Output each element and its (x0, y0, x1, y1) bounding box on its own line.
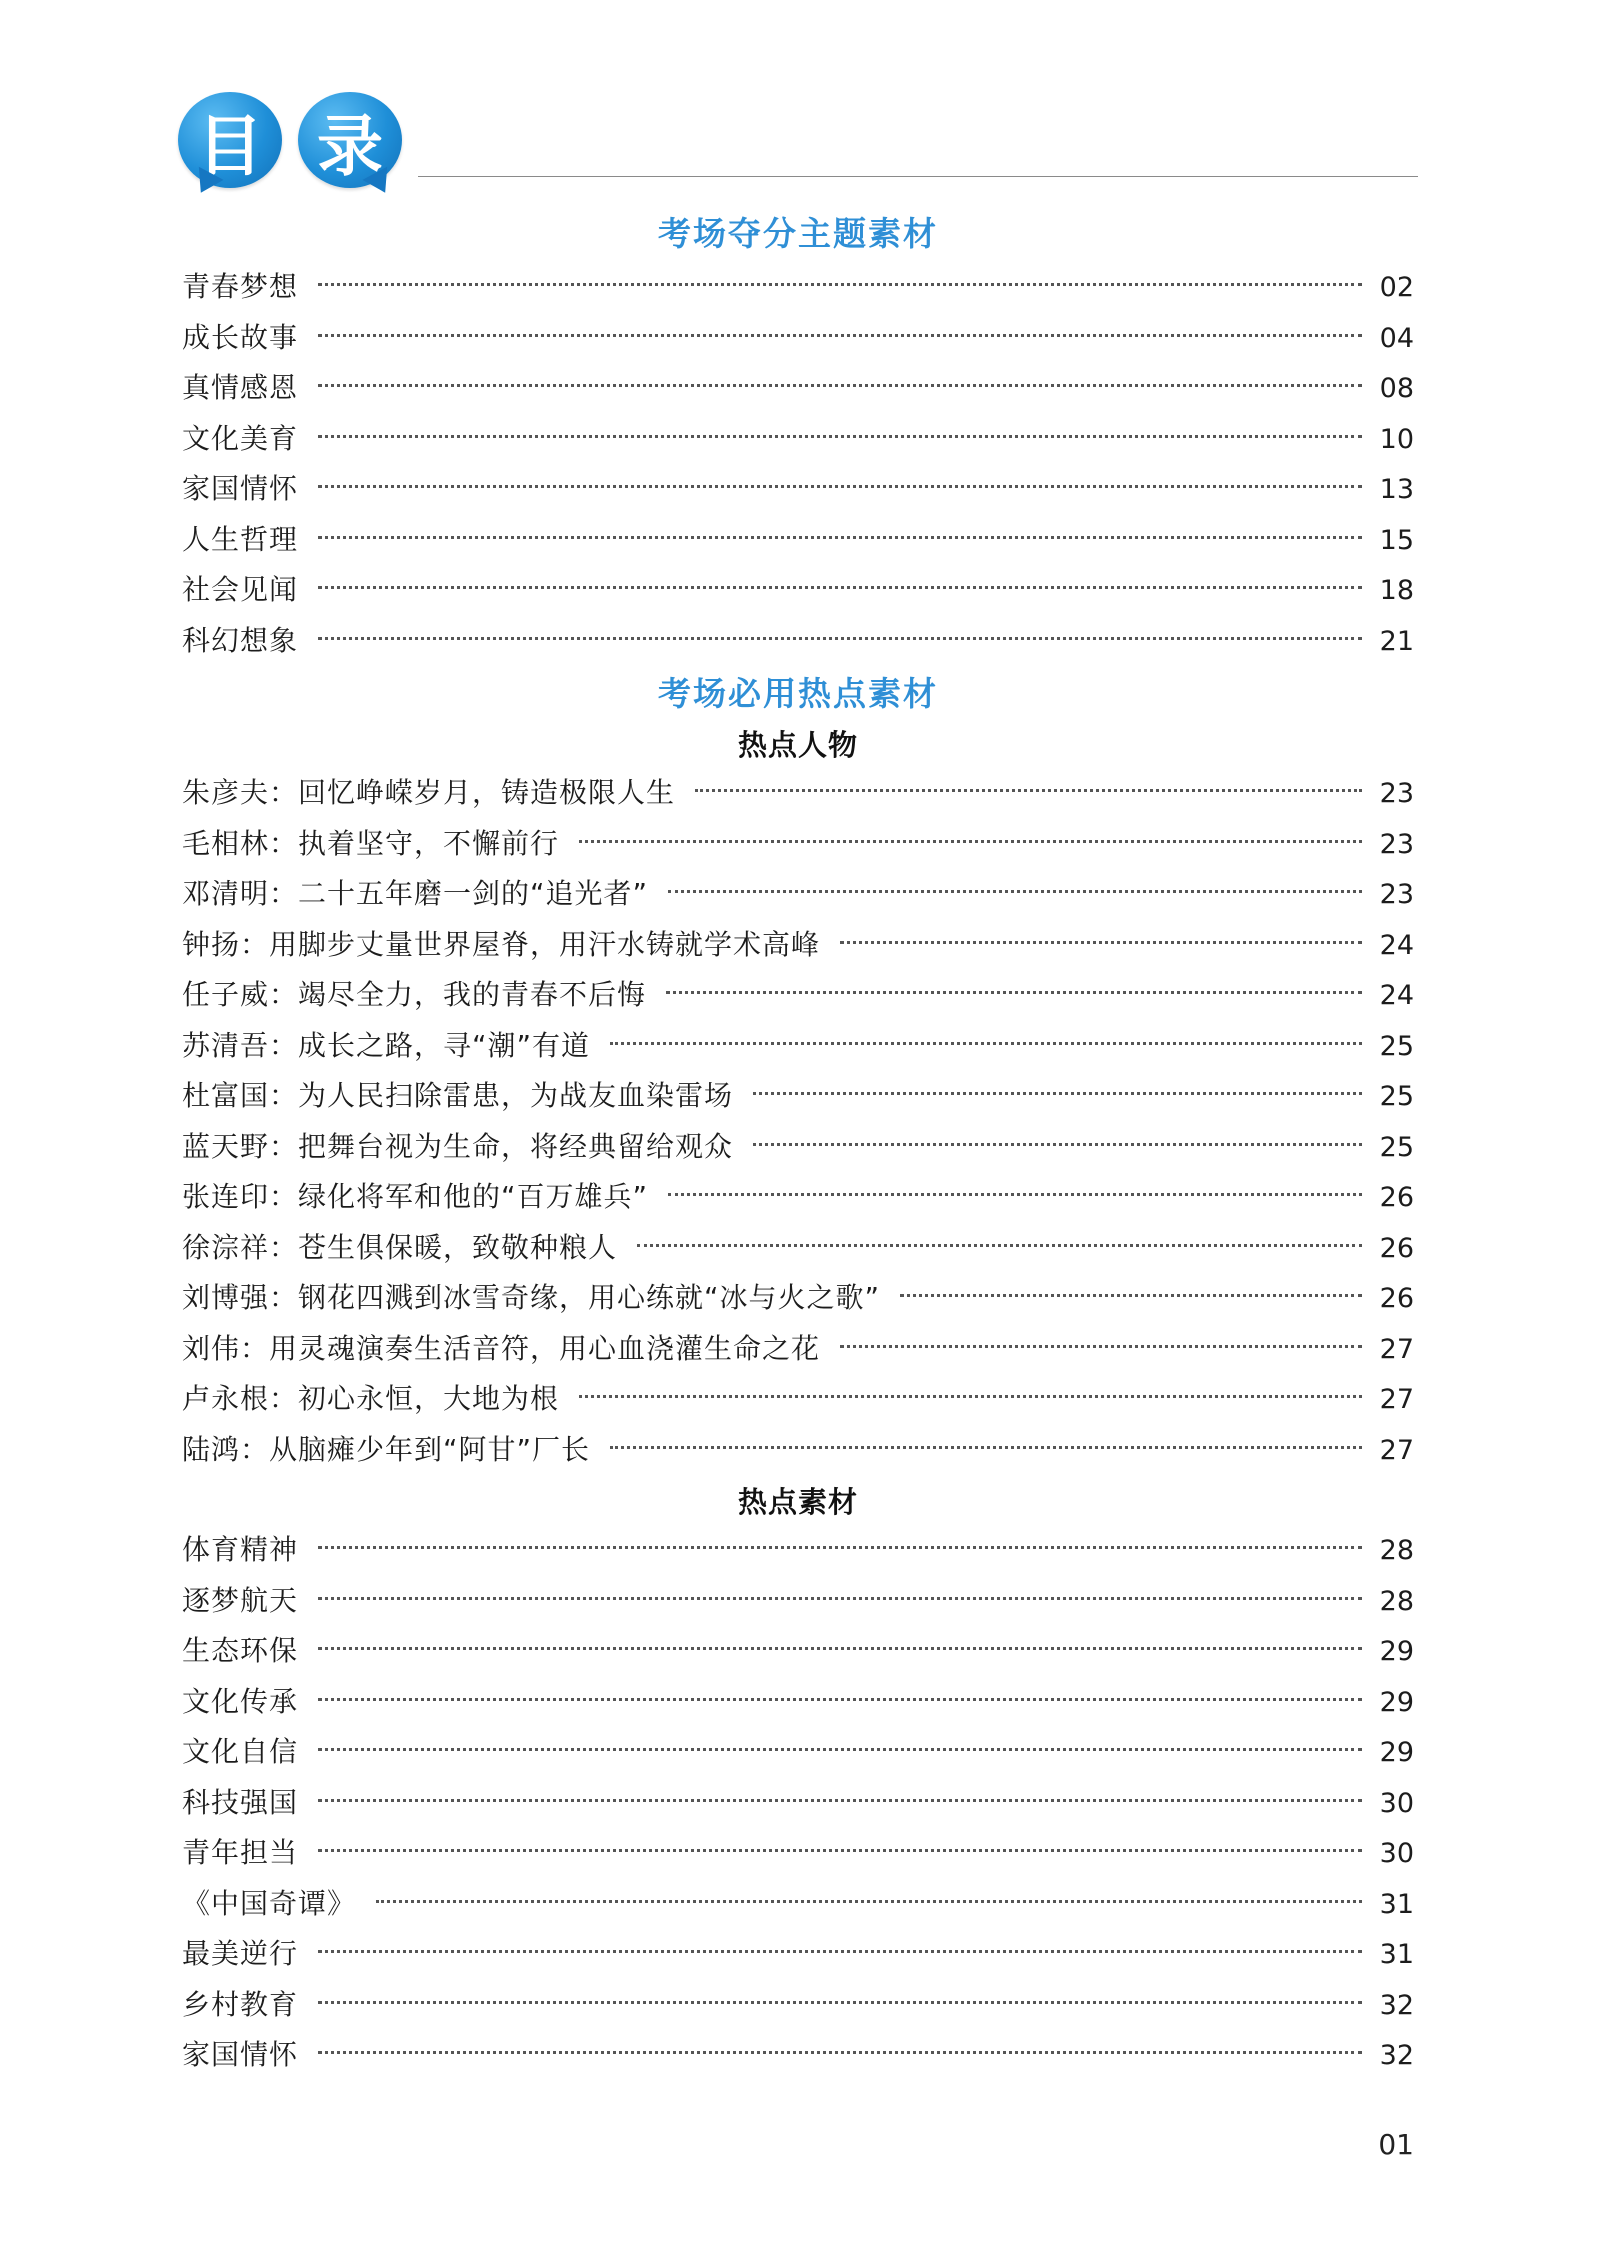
toc-entry-page: 29 (1379, 1686, 1414, 1718)
dot-leader (318, 586, 1362, 589)
toc-entry[interactable] (182, 363, 1414, 414)
toc-entry[interactable] (182, 970, 1414, 1021)
dot-leader (318, 1748, 1362, 1751)
dot-leader (318, 435, 1362, 438)
toc-header (178, 92, 1418, 192)
toc-entry-page: 24 (1379, 929, 1414, 961)
toc-entry-page: 25 (1379, 1030, 1414, 1062)
dot-leader (610, 1446, 1362, 1449)
toc-entry-page: 23 (1379, 778, 1414, 809)
toc-entry-page: 28 (1379, 1535, 1414, 1566)
dot-leader (318, 384, 1362, 387)
dot-leader (579, 840, 1362, 843)
toc-entry[interactable] (182, 1021, 1414, 1072)
table-of-contents (182, 206, 1414, 2085)
toc-entry[interactable] (182, 1879, 1414, 1930)
toc-entry-page: 13 (1379, 474, 1414, 505)
toc-entry-page: 23 (1379, 879, 1414, 910)
toc-entry[interactable] (182, 565, 1414, 616)
toc-entry[interactable] (182, 1425, 1414, 1476)
dot-leader (666, 991, 1362, 994)
toc-entry[interactable] (182, 1576, 1414, 1627)
toc-entry-label: 体育精神 (182, 1533, 299, 1566)
dot-leader (318, 536, 1362, 539)
toc-entry[interactable] (182, 1727, 1414, 1778)
dot-leader (668, 1193, 1362, 1196)
dot-leader (318, 334, 1362, 337)
dot-leader (579, 1395, 1362, 1398)
toc-entry[interactable] (182, 1071, 1414, 1122)
toc-entry-page: 27 (1379, 1434, 1414, 1466)
dot-leader (610, 1042, 1362, 1045)
toc-entry-page: 29 (1379, 1737, 1414, 1768)
dot-leader (318, 1698, 1362, 1701)
dot-leader (318, 2001, 1362, 2004)
toc-entry[interactable] (182, 515, 1414, 566)
toc-entry[interactable] (182, 768, 1414, 819)
toc-entry[interactable] (182, 2030, 1414, 2081)
toc-entry[interactable] (182, 464, 1414, 515)
toc-entry-page: 30 (1379, 1787, 1414, 1819)
toc-entry-label: 杜富国：为人民扫除雷患，为战友血染雷场 (182, 1079, 734, 1112)
dot-leader (840, 1345, 1362, 1348)
toc-entry[interactable] (182, 313, 1414, 364)
toc-entry-label: 苏清吾：成长之路，寻“潮”有道 (182, 1028, 591, 1062)
toc-entry-page: 28 (1379, 1585, 1414, 1617)
toc-entry-label: 任子威：竭尽全力，我的青春不后悔 (182, 978, 647, 1011)
toc-entry-label: 张连印：绿化将军和他的“百万雄兵” (182, 1180, 649, 1213)
toc-entry-label: 成长故事 (182, 320, 299, 354)
toc-entry-page: 15 (1379, 524, 1414, 556)
toc-entry[interactable] (182, 1374, 1414, 1425)
toc-entry-page: 31 (1379, 1939, 1414, 1970)
toc-entry-page: 26 (1379, 1283, 1414, 1314)
toc-entry[interactable] (182, 1677, 1414, 1728)
dot-leader (318, 1950, 1362, 1953)
toc-entry-label: 卢永根：初心永恒，大地为根 (182, 1382, 560, 1415)
toc-entry-label: 科幻想象 (182, 623, 299, 657)
toc-entry[interactable] (182, 1223, 1414, 1274)
toc-entry-label: 真情感恩 (182, 371, 299, 404)
toc-entry[interactable] (182, 1324, 1414, 1375)
subsection-title: 热点素材 (737, 1485, 858, 1519)
toc-entry-label: 青春梦想 (182, 270, 299, 303)
dot-leader (637, 1244, 1362, 1247)
toc-entry-page: 04 (1379, 322, 1414, 354)
toc-entry[interactable] (182, 1778, 1414, 1829)
toc-entry[interactable] (182, 616, 1414, 667)
page-number: 01 (1378, 2128, 1414, 2161)
section-title: 考场必用热点素材 (658, 674, 938, 713)
toc-entry-label: 生态环保 (182, 1634, 299, 1667)
dot-leader (318, 283, 1362, 286)
subsection-title: 热点人物 (737, 728, 858, 762)
dot-leader (318, 637, 1362, 640)
toc-entry-page: 32 (1379, 2040, 1414, 2071)
toc-title-bubble-1 (178, 92, 282, 188)
toc-entry-label: 乡村教育 (182, 1987, 299, 2021)
dot-leader (318, 485, 1362, 488)
dot-leader (753, 1092, 1362, 1095)
toc-title-bubble-2 (298, 92, 402, 188)
toc-entry-page: 25 (1379, 1081, 1414, 1112)
toc-entry-label: 朱彦夫：回忆峥嵘岁月，铸造极限人生 (182, 776, 676, 809)
toc-entry-page: 24 (1379, 980, 1414, 1011)
toc-entry[interactable] (182, 920, 1414, 971)
toc-entry-label: 刘伟：用灵魂演奏生活音符，用心血浇灌生命之花 (182, 1331, 821, 1365)
toc-entry-label: 文化传承 (182, 1684, 299, 1718)
toc-entry-label: 家国情怀 (182, 472, 299, 505)
toc-entry[interactable] (182, 1273, 1414, 1324)
dot-leader (900, 1294, 1362, 1297)
dot-leader (318, 1849, 1362, 1852)
dot-leader (318, 1597, 1362, 1600)
toc-entry-label: 徐淙祥：苍生俱保暖，致敬种粮人 (182, 1230, 618, 1264)
toc-entry[interactable] (182, 1122, 1414, 1173)
toc-entry-page: 18 (1379, 575, 1414, 606)
toc-entry-label: 蓝天野：把舞台视为生命，将经典留给观众 (182, 1129, 734, 1163)
dot-leader (840, 941, 1362, 944)
toc-entry-page: 31 (1379, 1888, 1414, 1920)
toc-entry[interactable] (182, 262, 1414, 313)
toc-entry-label: 刘博强：钢花四溅到冰雪奇缘，用心练就“冰与火之歌” (182, 1281, 881, 1314)
toc-entry-label: 社会见闻 (182, 573, 299, 606)
toc-entry[interactable] (182, 1172, 1414, 1223)
toc-entry-label: 文化自信 (182, 1735, 299, 1768)
toc-entry-page: 08 (1379, 373, 1414, 404)
toc-entry[interactable] (182, 1626, 1414, 1677)
toc-entry-label: 逐梦航天 (182, 1583, 299, 1617)
dot-leader (318, 2051, 1362, 2054)
toc-title-char-2: 录 (317, 107, 383, 185)
toc-entry-label: 家国情怀 (182, 2038, 299, 2071)
toc-entry[interactable] (182, 1828, 1414, 1879)
toc-entry-label: 人生哲理 (182, 522, 299, 556)
dot-leader (695, 789, 1362, 792)
toc-title-char-1: 目 (197, 107, 263, 185)
toc-entry[interactable] (182, 869, 1414, 920)
toc-entry-page: 29 (1379, 1636, 1414, 1667)
toc-entry-label: 青年担当 (182, 1836, 299, 1869)
toc-entry-label: 《中国奇谭》 (182, 1886, 357, 1920)
toc-entry-page: 32 (1379, 1989, 1414, 2021)
toc-entry-label: 文化美育 (182, 421, 299, 455)
toc-entry[interactable] (182, 1980, 1414, 2031)
toc-entry-page: 30 (1379, 1838, 1414, 1869)
toc-entry-label: 钟扬：用脚步丈量世界屋脊，用汗水铸就学术高峰 (182, 927, 821, 961)
toc-entry-label: 邓清明：二十五年磨一剑的“追光者” (182, 877, 649, 910)
dot-leader (318, 1647, 1362, 1650)
toc-entry-label: 最美逆行 (182, 1937, 299, 1970)
toc-entry-page: 02 (1379, 272, 1414, 303)
toc-entry-page: 26 (1379, 1182, 1414, 1213)
toc-entry-page: 27 (1379, 1384, 1414, 1415)
toc-entry-page: 26 (1379, 1232, 1414, 1264)
dot-leader (753, 1143, 1362, 1146)
header-rule (418, 176, 1418, 177)
toc-entry-label: 陆鸿：从脑瘫少年到“阿甘”厂长 (182, 1432, 591, 1466)
toc-entry[interactable] (182, 1525, 1414, 1576)
toc-entry[interactable] (182, 1929, 1414, 1980)
toc-entry-page: 10 (1379, 423, 1414, 455)
toc-entry-page: 21 (1379, 625, 1414, 657)
dot-leader (318, 1546, 1362, 1549)
dot-leader (376, 1900, 1362, 1903)
dot-leader (318, 1799, 1362, 1802)
toc-entry-label: 科技强国 (182, 1785, 299, 1819)
toc-entry-page: 27 (1379, 1333, 1414, 1365)
toc-entry-page: 23 (1379, 828, 1414, 860)
section-title: 考场夺分主题素材 (658, 214, 938, 253)
dot-leader (668, 890, 1362, 893)
toc-entry-page: 25 (1379, 1131, 1414, 1163)
toc-entry[interactable] (182, 819, 1414, 870)
toc-entry-label: 毛相林：执着坚守，不懈前行 (182, 826, 560, 860)
toc-entry[interactable] (182, 414, 1414, 465)
